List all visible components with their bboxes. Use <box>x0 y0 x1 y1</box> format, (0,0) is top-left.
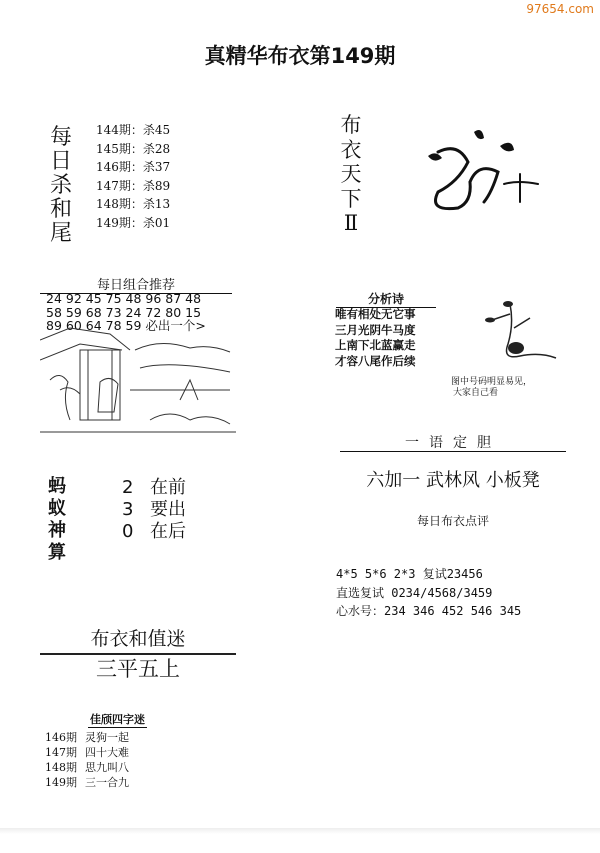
list-item: 149期 三一合九 <box>45 776 129 789</box>
poem-line: 上南下北蓝赢走 <box>335 338 416 352</box>
list-item: 149期：杀01 <box>96 215 171 230</box>
list-item: 146期 灵狗一起 <box>45 731 129 744</box>
buyi-mystery-heading: 布衣和值迷 <box>40 624 236 655</box>
combo-line: 24 92 45 75 48 96 87 48 <box>46 291 202 306</box>
analysis-poem-heading: 分析诗 <box>336 290 436 308</box>
mayi-label: 蚂 蚁 神 算 <box>48 476 66 563</box>
review-line: 直选复试 0234/4568/3459 <box>336 585 493 600</box>
combo-heading: 每日组合推荐 <box>40 274 232 294</box>
list-item: 148期：杀13 <box>96 197 171 211</box>
review-line: 心水号：234 346 452 546 345 <box>336 604 522 618</box>
page-title: 真精华布衣第149期 <box>204 44 396 68</box>
combo-line: 58 59 68 73 24 72 80 15 <box>46 304 202 320</box>
list-item: 147期：杀89 <box>96 178 171 193</box>
daily-review-heading: 每日布衣点评 <box>416 514 489 528</box>
four-char-list <box>45 730 129 790</box>
calligraphy-vine-illustration <box>408 122 548 222</box>
daily-review <box>336 565 521 621</box>
analysis-note: 图中号码明显易见， 大家自己看 <box>451 377 533 398</box>
list-item: 146期：杀37 <box>96 160 171 174</box>
list-item: 147期 四十大难 <box>45 746 129 759</box>
four-char-heading: 佳颀四字迷 <box>90 713 145 726</box>
mayi-rows <box>122 477 186 543</box>
list-item: 145期：杀28 <box>96 141 171 156</box>
poem-line: 三月光阴牛马度 <box>335 322 416 337</box>
site-watermark: 97654.com <box>526 2 594 16</box>
mayi-row: 0 在后 <box>122 521 186 542</box>
plant-sketch-illustration <box>480 294 560 374</box>
daily-kill-label: 每 日 杀 和 尾 <box>49 125 72 246</box>
daily-kill-list <box>96 121 170 232</box>
one-phrase-heading: 一语定胆 <box>405 435 501 451</box>
scholar-scene-illustration <box>40 320 236 445</box>
one-phrase-text: 六加一 武林风 小板凳 <box>340 451 566 492</box>
bottom-edge-shade <box>0 828 600 834</box>
poem-line: 唯有相处无它事 <box>335 307 416 321</box>
poem-line: 才容八尾作后续 <box>335 353 416 368</box>
mayi-row: 3 要出 <box>122 499 186 520</box>
analysis-poem <box>335 307 416 369</box>
combo-line: 89 60 64 78 59 必出一个> <box>46 318 206 333</box>
list-item: 148期 思九叫八 <box>45 761 129 774</box>
list-item: 144期：杀45 <box>96 123 171 137</box>
buyi-mystery-answer: 三平五上 <box>96 657 180 681</box>
mayi-row: 2 在前 <box>122 477 186 498</box>
review-line: 4*5 5*6 2*3 复试23456 <box>336 567 483 581</box>
buyi-world-label: 布 衣 天 下 Ⅱ <box>340 113 362 235</box>
